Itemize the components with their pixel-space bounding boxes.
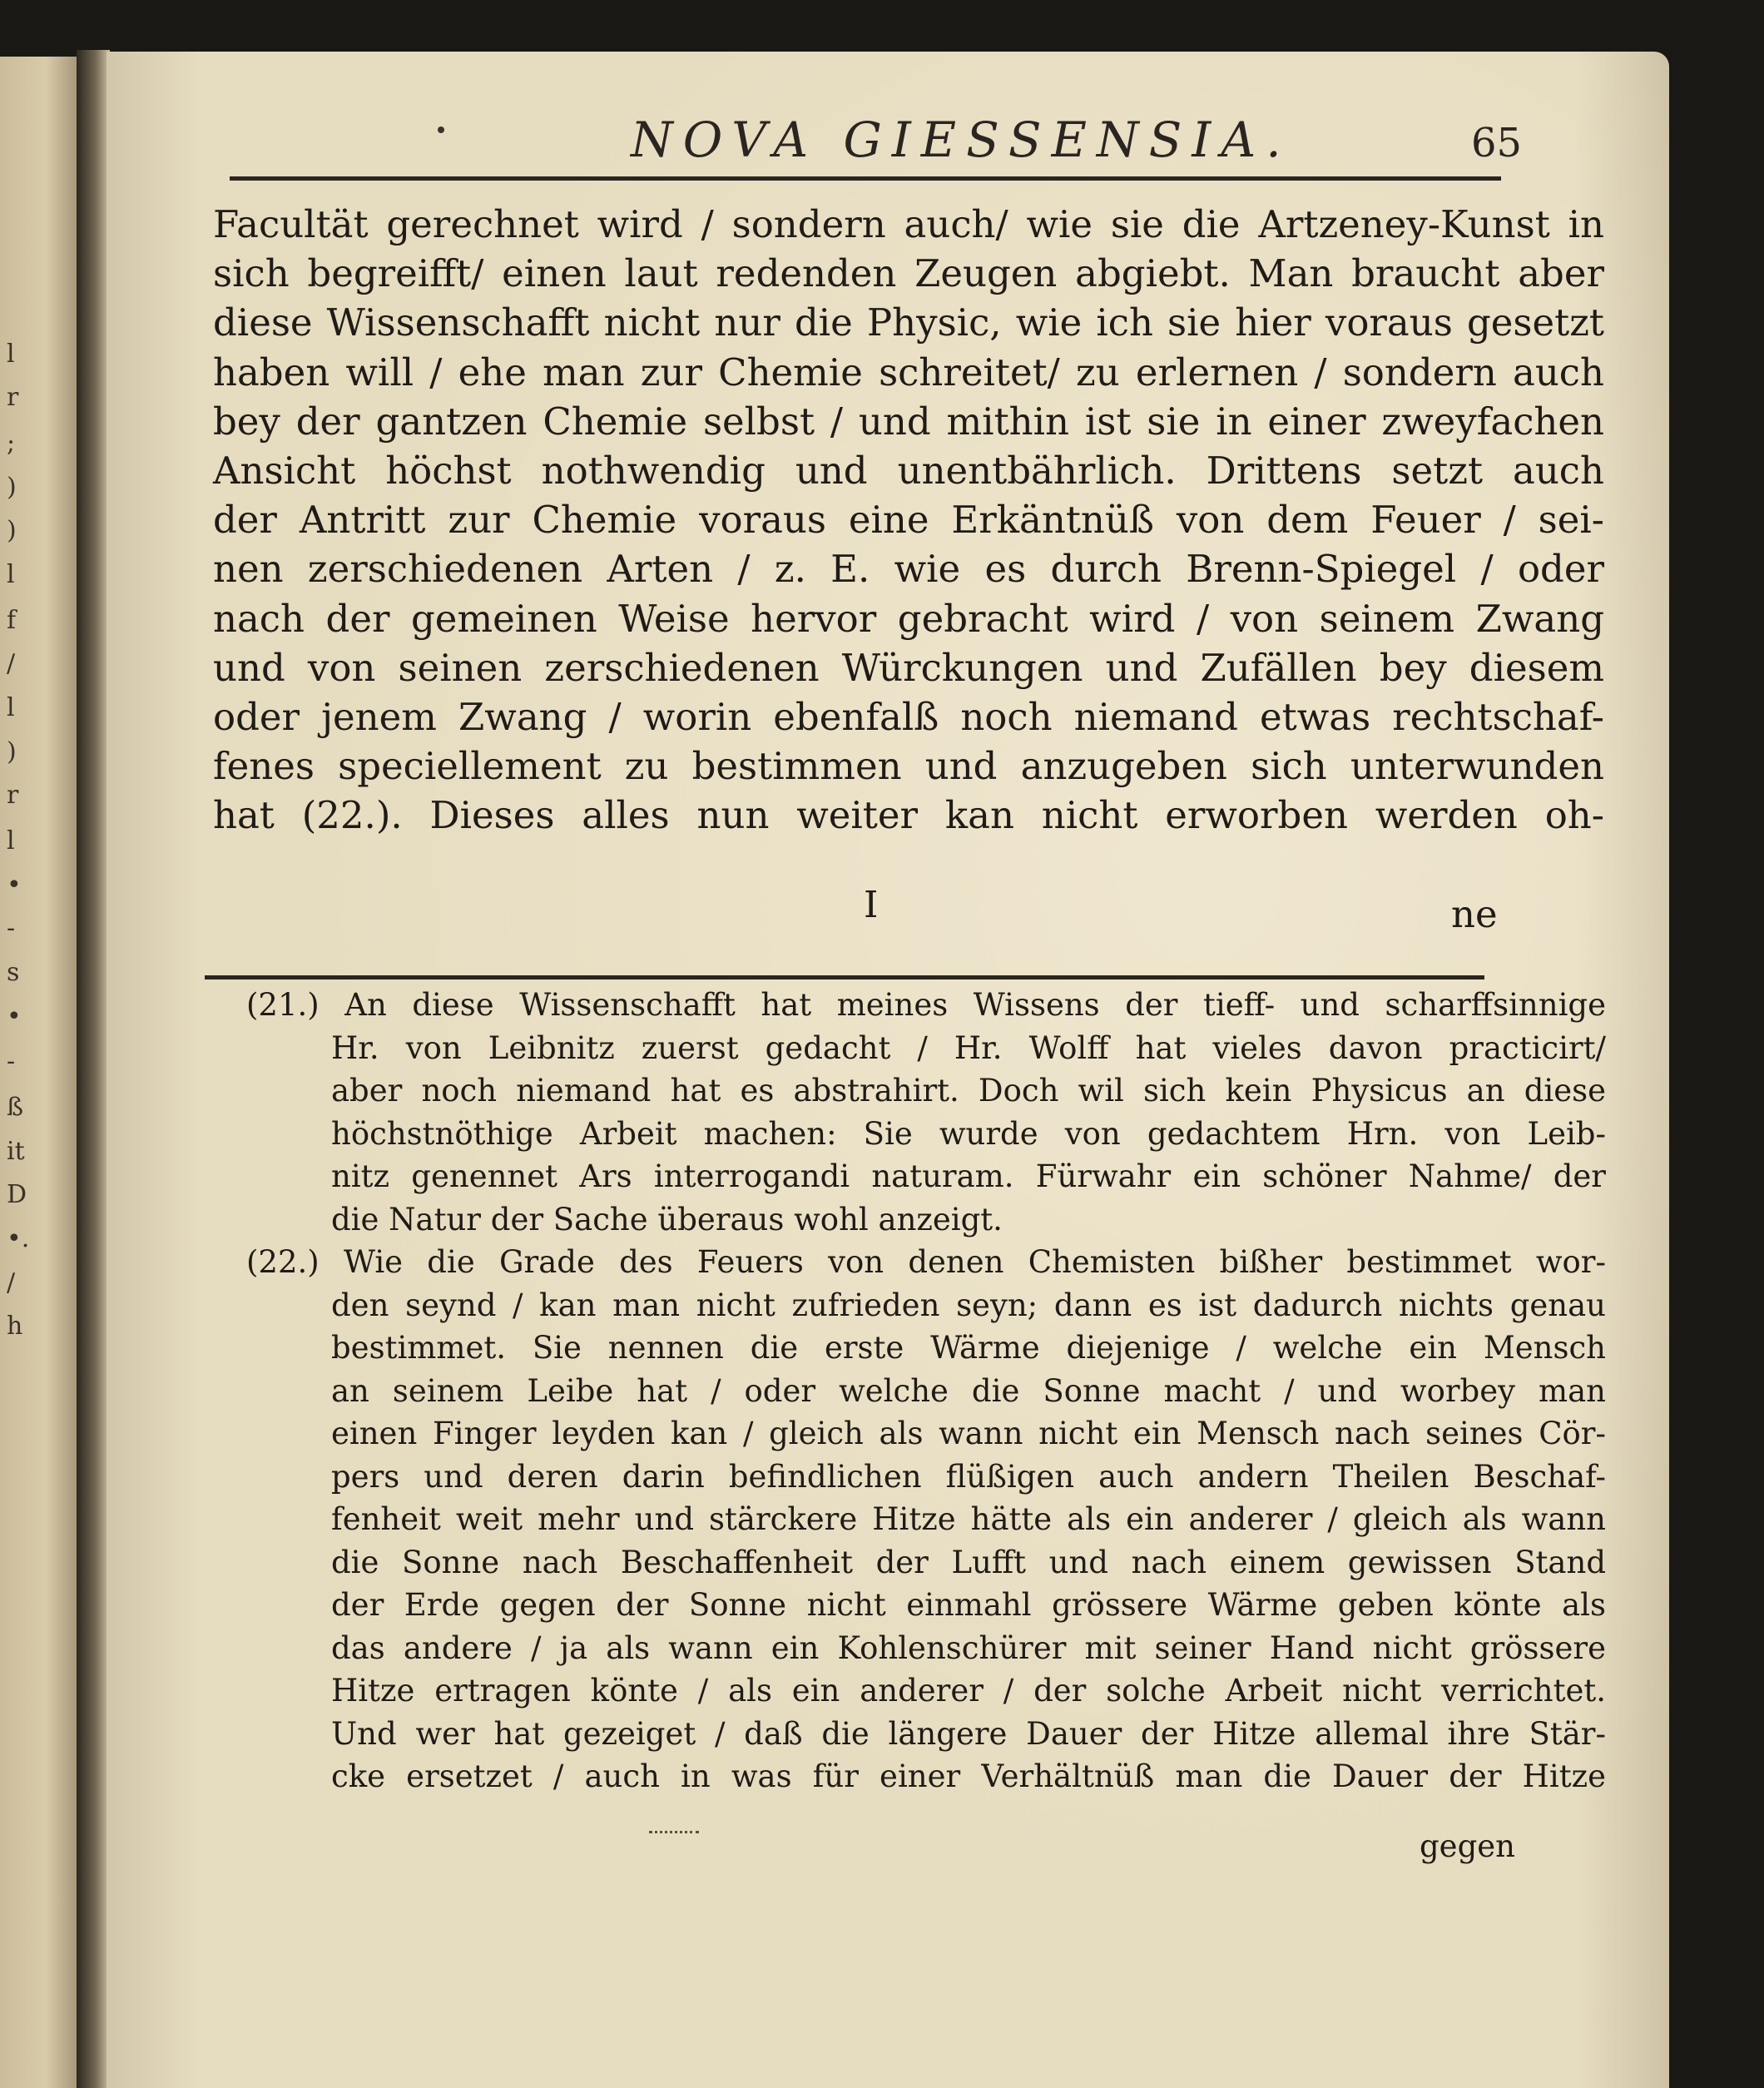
left-edge-char: / (7, 649, 16, 678)
footnote-line: aber noch niemand hat es abstrahirt. Doch wil sich kein Physicus an diese (331, 1073, 1606, 1108)
left-edge-char: h (7, 1312, 23, 1341)
header-rule (230, 176, 1501, 181)
footnote-line: der Erde gegen der Sonne nicht einmahl grössere Wärme geben könte als (331, 1587, 1606, 1623)
footnote-line: Hr. von Leibnitz zuerst gedacht / Hr. Wolff hat vieles davon practicirt/ (331, 1029, 1606, 1066)
text-line: diese Wissenschafft nicht nur die Physic, wie ich sie hier voraus gesetzt (213, 300, 1604, 345)
text-line: bey der gantzen Chemie selbst / und mithin ist sie in einer zweyfachen (213, 399, 1604, 444)
footnote-line: fenheit weit mehr und stärckere Hitze hätte als ein anderer / gleich als wann (331, 1501, 1606, 1537)
footnote-line: Und wer hat gezeiget / daß die längere Dauer der Hitze allemal ihre Stär- (331, 1715, 1606, 1752)
left-edge-char: / (7, 1268, 16, 1297)
text-line: hat (22.). Dieses alles nun weiter kan nicht erworben werden oh- (213, 793, 1604, 838)
text-line: oder jenem Zwang / worin ebenfalß noch niemand etwas rechtschaf- (213, 695, 1604, 740)
footnote-line: cke ersetzet / auch in was für einer Verhältnüß man die Dauer der Hitze (331, 1758, 1606, 1794)
left-edge-char: - (7, 1047, 16, 1076)
left-edge-char: ß (7, 1093, 24, 1122)
left-edge-char: it (7, 1137, 25, 1166)
footnote-22 (246, 1241, 1606, 1798)
text-line: nach der gemeinen Weise hervor gebracht wird / von seinem Zwang (213, 596, 1604, 641)
footnote-line: die Sonne nach Beschaffenheit der Lufft und nach einem gewissen Stand (331, 1544, 1606, 1580)
main-text-block (213, 200, 1604, 841)
footnote-21 (246, 984, 1606, 1241)
footnote-line: die Natur der Sache überaus wohl anzeigt. (331, 1201, 1003, 1237)
text-line: haben will / ehe man zur Chemie schreitet/ zu erlernen / sondern auch (213, 350, 1604, 394)
text-line: nen zerschiedenen Arten / z. E. wie es durch Brenn-Spiegel / oder (213, 547, 1604, 592)
footnote-line: einen Finger leyden kan / gleich als wann nicht ein Mensch nach seines Cör- (331, 1416, 1606, 1451)
footnote-line: an seinem Leibe hat / oder welche die Sonne macht / und worbey man (331, 1372, 1606, 1409)
right-page (107, 52, 1669, 2088)
footnote-line: (22.) Wie die Grade des Feuers von denen Chemisten bißher bestimmet wor- (246, 1244, 1606, 1280)
left-edge-char: l (7, 560, 15, 589)
left-edge-char: l (7, 826, 15, 856)
text-line: und von seinen zerschiedenen Würckungen und Zufällen bey diesem (213, 645, 1604, 690)
left-edge-char: f (7, 606, 17, 635)
left-edge-char: l (7, 693, 15, 722)
footnote-line: das andere / ja als wann ein Kohlenschürer mit seiner Hand nicht grössere (331, 1629, 1606, 1666)
left-edge-char: D (7, 1180, 27, 1209)
footnote-catchword: gegen (1420, 1828, 1515, 1864)
left-edge-char: r (7, 781, 19, 810)
left-edge-char: l (7, 340, 15, 369)
text-line: Ansicht höchst nothwendig und unentbährlich. Drittens setzt auch (213, 449, 1604, 493)
left-edge-char: ) (7, 737, 17, 766)
signature-mark: I (864, 884, 879, 926)
tailpiece-ornament (649, 1831, 699, 1833)
left-edge-char: r (7, 383, 19, 412)
left-edge-char: • (7, 1002, 22, 1031)
footnote-line: bestimmet. Sie nennen die erste Wärme diejenige / welche ein Mensch (331, 1330, 1606, 1366)
text-line: fenes speciellement zu bestimmen und anzugeben sich unterwunden (213, 744, 1604, 789)
left-page-edge (0, 57, 77, 2088)
footnote-line: höchstnöthige Arbeit machen: Sie wurde von gedachtem Hrn. von Leib- (331, 1115, 1606, 1152)
footnote-line: den seynd / kan man nicht zufrieden seyn; dann es ist dadurch nichts genau (331, 1287, 1606, 1323)
text-line: der Antritt zur Chemie voraus eine Erkäntnüß von dem Feuer / sei- (213, 498, 1604, 543)
footnote-line: pers und deren darin befindlichen flüßigen auch andern Theilen Beschaf- (331, 1458, 1606, 1495)
text-line: Facultät gerechnet wird / sondern auch/ wie sie die Artzeney-Kunst in (213, 202, 1604, 246)
footnotes-block (246, 984, 1606, 1798)
footnote-line: (21.) An diese Wissenschafft hat meines Wissens der tieff- und scharffsinnige (246, 987, 1606, 1023)
book-gutter-shadow (77, 50, 110, 2088)
left-edge-char: ) (7, 473, 17, 502)
footnote-rule (205, 975, 1484, 980)
left-edge-char: - (7, 914, 16, 943)
left-edge-char: ; (7, 429, 16, 458)
footnote-line: nitz genennet Ars interrogandi naturam. Fürwahr ein schöner Nahme/ der (331, 1158, 1606, 1194)
running-head-title: NOVA GIESSENSIA. (631, 112, 1291, 168)
page-number: 65 (1471, 120, 1523, 166)
left-edge-char: ) (7, 516, 17, 545)
left-edge-char: s (7, 958, 20, 987)
body-catchword: ne (1451, 892, 1498, 936)
left-edge-char: • (7, 870, 22, 900)
text-line: sich begreifft/ einen laut redenden Zeugen abgiebt. Man braucht aber (213, 251, 1604, 296)
footnote-line: Hitze ertragen könte / als ein anderer / der solche Arbeit nicht verrichtet. (331, 1673, 1606, 1709)
left-edge-char: •. (7, 1224, 30, 1253)
header-ornament-dot (438, 126, 444, 133)
